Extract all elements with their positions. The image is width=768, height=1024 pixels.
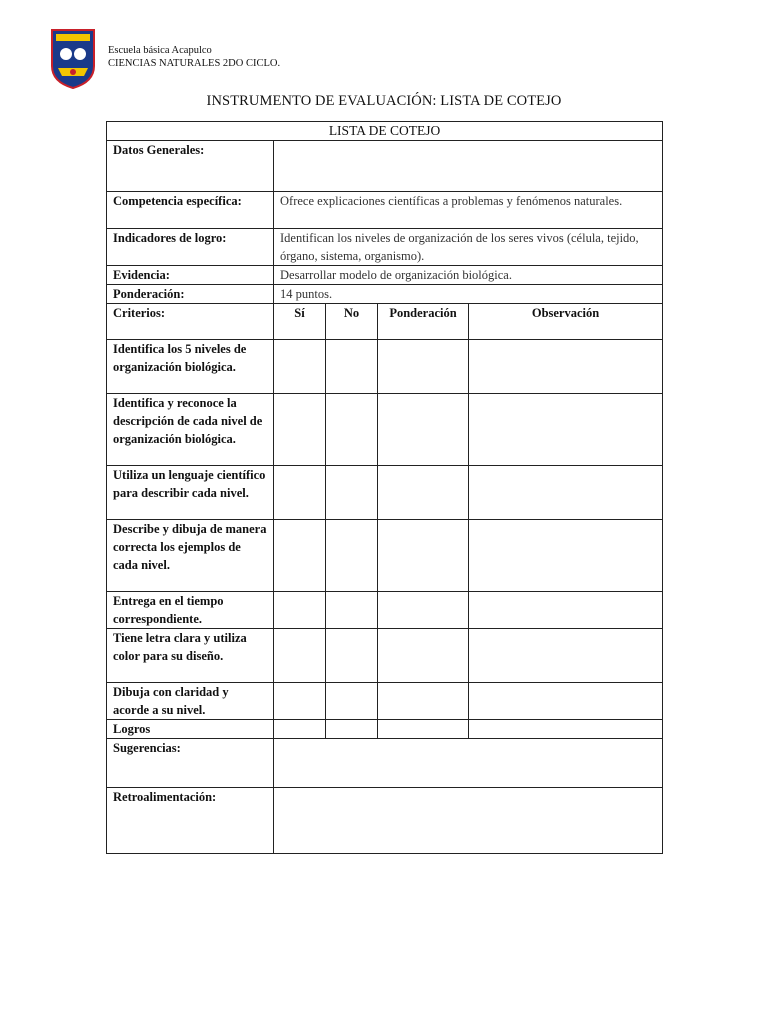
si-cell[interactable] — [274, 683, 326, 720]
ponderacion-cell[interactable] — [378, 720, 469, 739]
col-no: No — [326, 304, 378, 340]
datos-generales-row — [107, 141, 663, 192]
course-name: CIENCIAS NATURALES 2DO CICLO. — [108, 58, 281, 69]
ponderacion-cell[interactable] — [378, 394, 469, 466]
evidencia-label: Evidencia: — [107, 266, 274, 285]
evidencia-value: Desarrollar modelo de organización biológica. — [274, 266, 663, 285]
si-cell[interactable] — [274, 340, 326, 394]
criterion-text: Utiliza un lenguaje científico para describir cada nivel. — [107, 466, 274, 520]
col-si: Sí — [274, 304, 326, 340]
school-name: Escuela básica Acapulco — [108, 45, 212, 56]
column-header-row — [107, 304, 663, 340]
observacion-cell[interactable] — [469, 520, 663, 592]
school-crest-icon — [50, 28, 96, 90]
col-ponderacion: Ponderación — [378, 304, 469, 340]
school-header — [108, 44, 280, 70]
indicadores-value: Identifican los niveles de organización de los seres vivos (célula, tejido, órgano, sistema, organismo). — [274, 229, 663, 266]
competencia-label: Competencia específica: — [107, 192, 274, 229]
sugerencias-value[interactable] — [274, 739, 663, 788]
sugerencias-label: Sugerencias: — [107, 739, 274, 788]
observacion-cell[interactable] — [469, 394, 663, 466]
si-cell[interactable] — [274, 520, 326, 592]
no-cell[interactable] — [326, 720, 378, 739]
competencia-value: Ofrece explicaciones científicas a problemas y fenómenos naturales. — [274, 192, 663, 229]
criterion-text: Describe y dibuja de manera correcta los ejemplos de cada nivel. — [107, 520, 274, 592]
logros-label: Logros — [107, 720, 274, 739]
no-cell[interactable] — [326, 629, 378, 683]
observacion-cell[interactable] — [469, 683, 663, 720]
logros-row — [107, 720, 663, 739]
checklist-table — [106, 121, 663, 854]
no-cell[interactable] — [326, 466, 378, 520]
no-cell[interactable] — [326, 520, 378, 592]
criterion-text: Identifica los 5 niveles de organización biológica. — [107, 340, 274, 394]
no-cell[interactable] — [326, 592, 378, 629]
criterion-text: Identifica y reconoce la descripción de cada nivel de organización biológica. — [107, 394, 274, 466]
table-row — [107, 394, 663, 466]
col-criterios: Criterios: — [107, 304, 274, 340]
ponderacion-cell[interactable] — [378, 520, 469, 592]
criterion-text: Tiene letra clara y utiliza color para su diseño. — [107, 629, 274, 683]
competencia-row — [107, 192, 663, 229]
retroalimentacion-value[interactable] — [274, 788, 663, 854]
observacion-cell[interactable] — [469, 629, 663, 683]
si-cell[interactable] — [274, 394, 326, 466]
table-row — [107, 520, 663, 592]
table-row — [107, 592, 663, 629]
ponderacion-row — [107, 285, 663, 304]
datos-generales-value[interactable] — [274, 141, 663, 192]
table-row — [107, 629, 663, 683]
retroalimentacion-label: Retroalimentación: — [107, 788, 274, 854]
observacion-cell[interactable] — [469, 466, 663, 520]
no-cell[interactable] — [326, 683, 378, 720]
ponderacion-value: 14 puntos. — [274, 285, 663, 304]
observacion-cell[interactable] — [469, 592, 663, 629]
ponderacion-cell[interactable] — [378, 629, 469, 683]
col-observacion: Observación — [469, 304, 663, 340]
indicadores-row — [107, 229, 663, 266]
si-cell[interactable] — [274, 592, 326, 629]
evidencia-row — [107, 266, 663, 285]
criterion-text: Dibuja con claridad y acorde a su nivel. — [107, 683, 274, 720]
no-cell[interactable] — [326, 394, 378, 466]
table-row — [107, 683, 663, 720]
table-row — [107, 340, 663, 394]
document-title: INSTRUMENTO DE EVALUACIÓN: LISTA DE COTEJO — [206, 93, 562, 109]
ponderacion-cell[interactable] — [378, 340, 469, 394]
table-title-row — [107, 122, 663, 141]
ponderacion-cell[interactable] — [378, 683, 469, 720]
ponderacion-label: Ponderación: — [107, 285, 274, 304]
table-title: LISTA DE COTEJO — [107, 122, 663, 141]
observacion-cell[interactable] — [469, 720, 663, 739]
ponderacion-cell[interactable] — [378, 466, 469, 520]
sugerencias-row — [107, 739, 663, 788]
retroalimentacion-row — [107, 788, 663, 854]
criterion-text: Entrega en el tiempo correspondiente. — [107, 592, 274, 629]
si-cell[interactable] — [274, 466, 326, 520]
datos-generales-label: Datos Generales: — [107, 141, 274, 192]
table-row — [107, 466, 663, 520]
ponderacion-cell[interactable] — [378, 592, 469, 629]
si-cell[interactable] — [274, 629, 326, 683]
indicadores-label: Indicadores de logro: — [107, 229, 274, 266]
no-cell[interactable] — [326, 340, 378, 394]
si-cell[interactable] — [274, 720, 326, 739]
observacion-cell[interactable] — [469, 340, 663, 394]
